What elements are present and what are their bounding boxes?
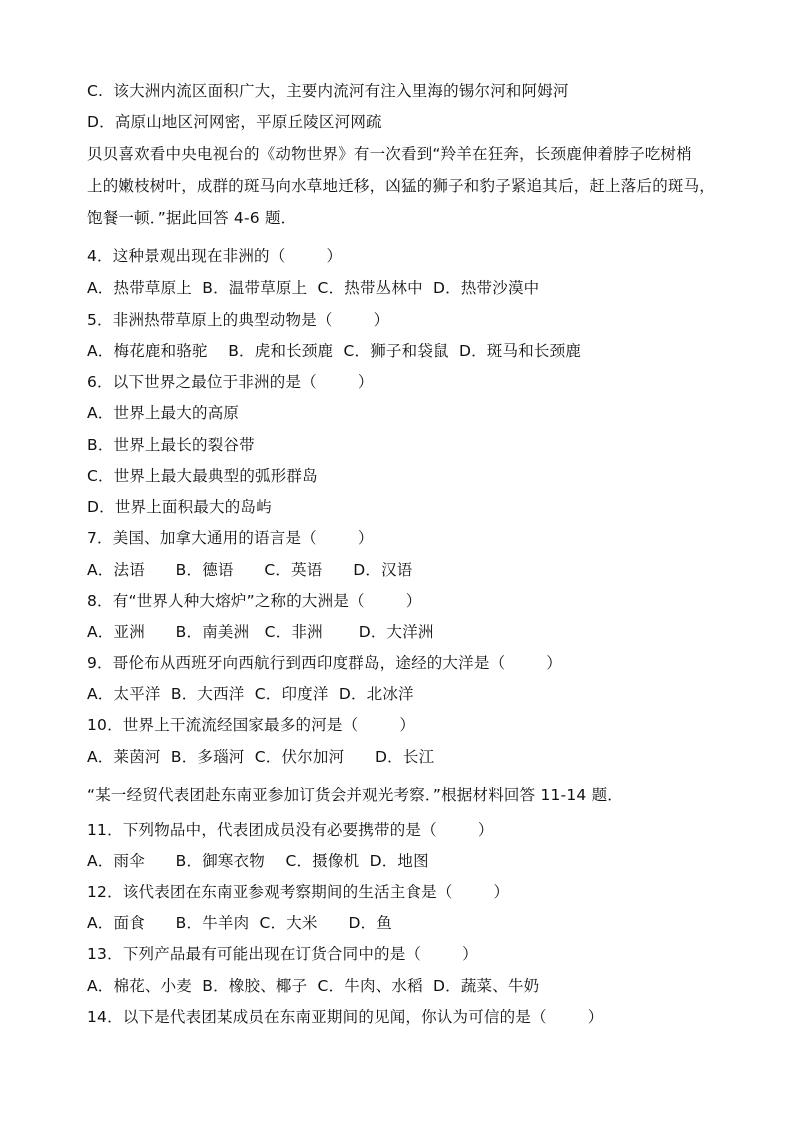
options-q12: A．面食 B．牛羊肉 C．大米 D．鱼: [87, 914, 392, 932]
option-c-q6: C．世界上最大最典型的弧形群岛: [87, 467, 318, 485]
passage-line-2: 上的嫩枝树叶，成群的斑马向水草地迁移，凶猛的狮子和豹子紧追其后，赶上落后的斑马，: [87, 177, 716, 195]
options-q11: A．雨伞 B．御寒衣物 C．摄像机 D．地图: [87, 852, 429, 870]
options-q10: A．莱茵河 B．多瑙河 C．伏尔加河 D．长江: [87, 748, 435, 766]
question-14: 14．以下是代表团某成员在东南亚期间的见闻，你认为可信的是（ ）: [87, 1008, 604, 1026]
passage-line-1: 贝贝喜欢看中央电视台的《动物世界》有一次看到“羚羊在狂奔，长颈鹿伸着脖子吃树梢: [87, 145, 692, 163]
option-a-q6: A．世界上最大的高原: [87, 404, 240, 422]
options-q7: A．法语 B．德语 C．英语 D．汉语: [87, 561, 413, 579]
question-13: 13．下列产品最有可能出现在订货合同中的是（ ）: [87, 945, 478, 963]
question-10: 10．世界上干流流经国家最多的河是（ ）: [87, 716, 416, 734]
option-c-q3: C. 该大洲内流区面积广大，主要内流河有注入里海的锡尔河和阿姆河: [87, 82, 569, 100]
options-q8: A．亚洲 B．南美洲 C．非洲 D．大洋洲: [87, 623, 434, 641]
options-q5: A．梅花鹿和骆驼 B．虎和长颈鹿 C．狮子和袋鼠 D．斑马和长颈鹿: [87, 342, 582, 360]
options-q4: A．热带草原上 B．温带草原上 C．热带丛林中 D．热带沙漠中: [87, 279, 540, 297]
question-4: 4．这种景观出现在非洲的（ ）: [87, 247, 343, 265]
options-q9: A．太平洋 B．大西洋 C．印度洋 D．北冰洋: [87, 685, 414, 703]
option-d-q3: D．高原山地区河网密，平原丘陵区河网疏: [87, 113, 382, 131]
option-b-q6: B．世界上最长的裂谷带: [87, 436, 255, 454]
question-9: 9．哥伦布从西班牙向西航行到西印度群岛，途经的大洋是（ ）: [87, 654, 562, 672]
options-q13: A．棉花、小麦 B．橡胶、椰子 C．牛肉、水稻 D．蔬菜、牛奶: [87, 977, 540, 995]
option-d-q6: D．世界上面积最大的岛屿: [87, 498, 272, 516]
question-6: 6．以下世界之最位于非洲的是（ ）: [87, 373, 374, 391]
question-12: 12．该代表团在东南亚参观考察期间的生活主食是（ ）: [87, 883, 510, 901]
material-intro: “某一经贸代表团赴东南亚参加订货会并观光考察．”根据材料回答 11-14 题．: [87, 786, 624, 804]
question-11: 11．下列物品中，代表团成员没有必要携带的是（ ）: [87, 821, 494, 839]
question-5: 5．非洲热带草原上的典型动物是（ ）: [87, 311, 390, 329]
passage-line-3: 饱餐一顿．”据此回答 4-6 题．: [87, 209, 297, 227]
question-7: 7．美国、加拿大通用的语言是（ ）: [87, 529, 374, 547]
question-8: 8．有“世界人种大熔炉”之称的大洲是（ ）: [87, 592, 422, 610]
